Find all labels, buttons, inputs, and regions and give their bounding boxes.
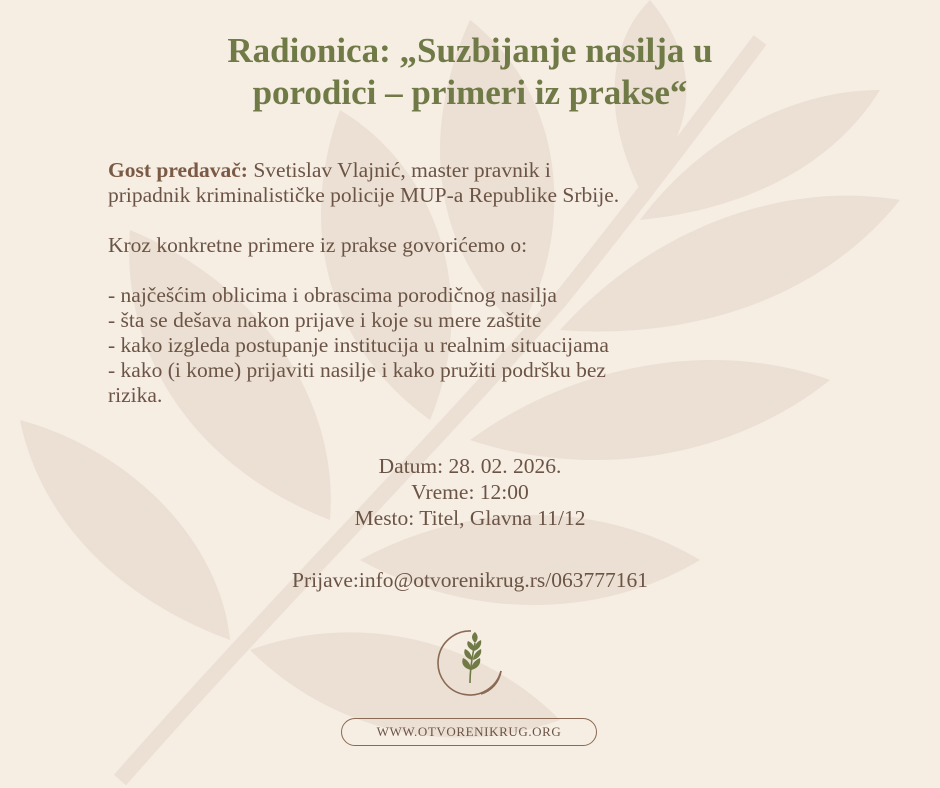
leaf-branch-icon bbox=[435, 627, 507, 699]
topic-item: - šta se dešava nakon prijave i koje su mere zaštite bbox=[108, 308, 542, 332]
speaker-text-1: Svetislav Vlajnić, master pravnik i bbox=[247, 158, 551, 182]
event-place: Mesto: Titel, Glavna 11/12 bbox=[354, 506, 586, 530]
topic-item: - najčešćim oblicima i obrascima porodičnog nasilja bbox=[108, 283, 557, 307]
event-details bbox=[170, 453, 770, 531]
topic-item: rizika. bbox=[108, 383, 163, 407]
page-title bbox=[120, 30, 820, 114]
description bbox=[108, 158, 828, 408]
topic-item: - kako (i kome) prijaviti nasilje i kako pružiti podršku bez bbox=[108, 358, 606, 382]
event-date: Datum: 28. 02. 2026. bbox=[378, 454, 562, 478]
speaker-line-2: pripadnik kriminalističke policije MUP-a Republike Srbije. bbox=[108, 183, 620, 207]
topic-item: - kako izgleda postupanje institucija u realnim situacijama bbox=[108, 333, 609, 357]
title-line-2: porodici – primeri iz prakse“ bbox=[252, 73, 688, 112]
event-time: Vreme: 12:00 bbox=[411, 480, 529, 504]
title-line-1: Radionica: „Suzbijanje nasilja u bbox=[227, 31, 713, 70]
intro-text: Kroz konkretne primere iz prakse govorićemo o: bbox=[108, 233, 528, 257]
speaker-line-1 bbox=[108, 158, 828, 183]
website-link[interactable]: WWW.OTVORENIKRUG.ORG bbox=[341, 718, 597, 746]
signup-contact[interactable]: Prijave:info@otvorenikrug.rs/063777161 bbox=[292, 568, 648, 592]
speaker-label: Gost predavač: bbox=[108, 158, 248, 182]
